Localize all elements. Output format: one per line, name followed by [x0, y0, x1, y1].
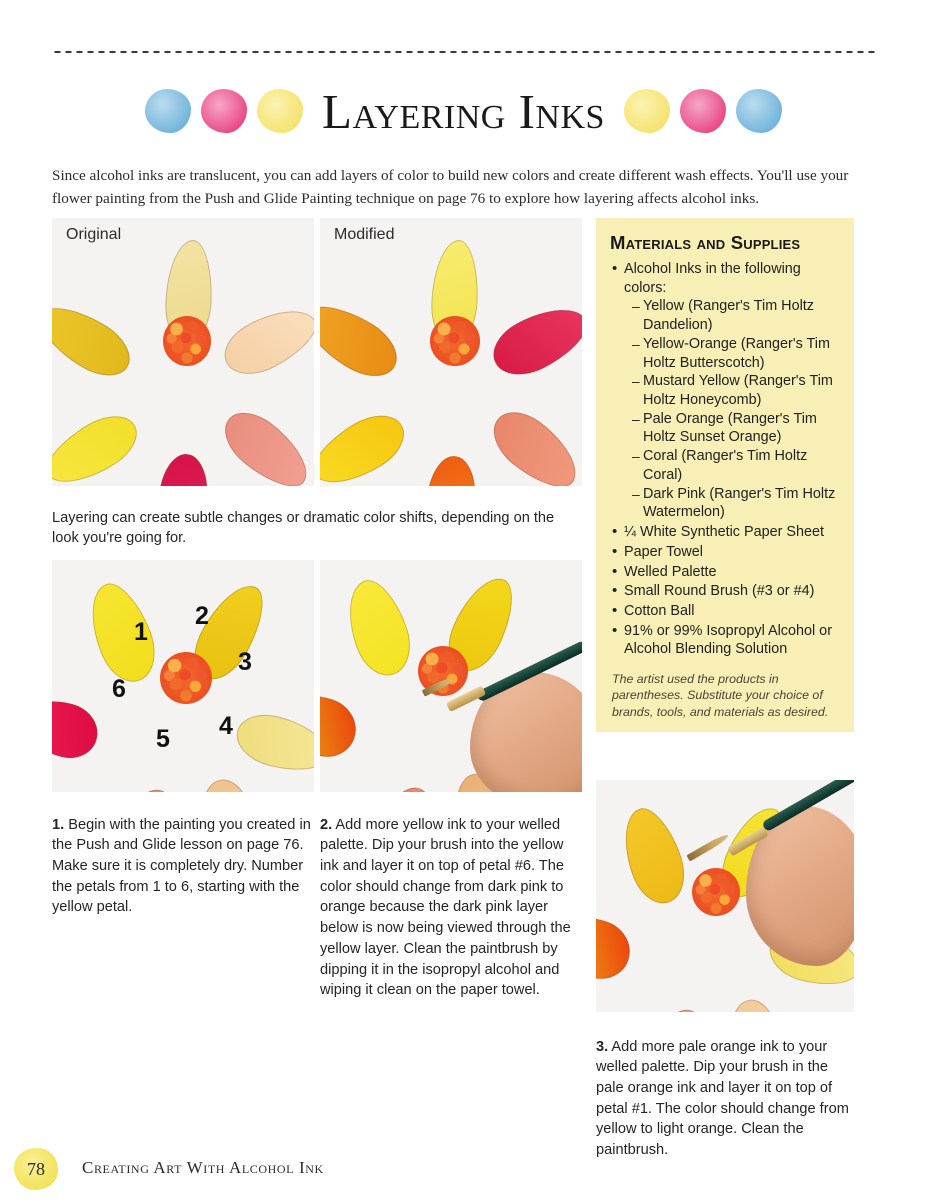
brush-tip-step-3 — [686, 832, 729, 861]
page-title: Layering Inks — [322, 83, 605, 139]
petal-number-6: 6 — [112, 675, 126, 703]
petal-number-2: 2 — [195, 602, 209, 630]
step-3-caption — [596, 1037, 854, 1161]
petal-number-1: 1 — [134, 618, 148, 646]
supplies-list — [596, 523, 854, 659]
petal-number-4: 4 — [219, 712, 233, 740]
ink-blob-pink-right — [680, 89, 726, 133]
step-2-number: 2. — [320, 816, 333, 833]
ink-blob-yellow-left — [257, 89, 303, 133]
comparison-caption: Layering can create subtle changes or dramatic color shifts, depending on the look you're going for. — [52, 509, 555, 547]
ink-blob-blue-left — [145, 89, 191, 133]
supply-item: • Paper Towel — [612, 543, 842, 562]
ink-color-item: – Pale Orange (Ranger's Tim Holtz Sunset Orange) — [632, 410, 842, 447]
supply-item: • ¼ White Synthetic Paper Sheet — [612, 523, 842, 542]
photo-original — [52, 218, 314, 486]
ink-blob-yellow-right — [624, 89, 670, 133]
step-2-caption — [320, 815, 582, 1001]
ink-color-item: – Yellow-Orange (Ranger's Tim Holtz Butterscotch) — [632, 335, 842, 372]
supply-item: • Cotton Ball — [612, 602, 842, 621]
page-number: 78 — [27, 1158, 45, 1179]
ink-colors-list — [624, 297, 842, 522]
flower-numbered — [52, 560, 314, 792]
step-1-caption — [52, 815, 314, 919]
flower-step-3 — [596, 780, 854, 1012]
supply-item: • Welled Palette — [612, 563, 842, 582]
materials-note: The artist used the products in parentheses. Substitute your choice of brands, tools, and materials as desired. — [612, 672, 829, 719]
materials-item-inks — [612, 260, 842, 522]
photo-modified — [320, 218, 582, 486]
supply-item: • Small Round Brush (#3 or #4) — [612, 582, 842, 601]
ink-color-item: – Coral (Ranger's Tim Holtz Coral) — [632, 447, 842, 484]
flower-original — [52, 218, 314, 486]
step-3-text: Add more pale orange ink to your welled palette. Dip your brush in the pale orange ink and layer it on top of petal #1. The color should change from yellow to light orange. Clean the paintbrush. — [596, 1038, 849, 1159]
supply-item: • 91% or 99% Isopropyl Alcohol or Alcohol Blending Solution — [612, 622, 842, 659]
ink-blob-pink-left — [201, 89, 247, 133]
petal-number-3: 3 — [238, 648, 252, 676]
step-1-text: Begin with the painting you created in the Push and Glide lesson on page 76. Make sure it is completely dry. Number the petals from 1 to 6, starting with the yellow petal. — [52, 816, 311, 916]
ink-color-item: – Mustard Yellow (Ranger's Tim Holtz Honeycomb) — [632, 372, 842, 409]
ink-blob-blue-right — [736, 89, 782, 133]
step-1-number: 1. — [52, 816, 65, 833]
photo-step-3 — [596, 780, 854, 1012]
photo-label-modified: Modified — [334, 226, 395, 243]
flower-modified — [320, 218, 582, 486]
materials-list — [596, 260, 854, 522]
petal-number-5: 5 — [156, 725, 170, 753]
top-dotted-rule — [52, 50, 875, 54]
materials-and-supplies-box — [596, 218, 854, 732]
ink-color-item: – Dark Pink (Ranger's Tim Holtz Watermelon) — [632, 485, 842, 522]
book-title-footer: Creating Art With Alcohol Ink — [82, 1158, 324, 1177]
photo-step-2 — [320, 560, 582, 792]
step-2-text: Add more yellow ink to your welled palette. Dip your brush into the yellow ink and layer it on top of petal #6. The color should change from dark pink to orange because the dark pink layer below is now being viewed through the yellow layer. Clean the paintbrush by dipping it in the isopropyl alcohol and wiping it clean on the paper towel. — [320, 816, 571, 999]
materials-heading: Materials and Supplies — [610, 232, 801, 253]
step-3-number: 3. — [596, 1038, 609, 1055]
photo-label-original: Original — [66, 226, 122, 243]
flower-step-2 — [320, 560, 582, 792]
ink-color-item: – Yellow (Ranger's Tim Holtz Dandelion) — [632, 297, 842, 334]
title-row — [52, 76, 875, 146]
intro-paragraph: Since alcohol inks are translucent, you can add layers of color to build new colors and create different wash effects. You'll use your flower painting from the Push and Glide Painting technique on page 76 to explore how layering affects alcohol inks. — [52, 167, 849, 207]
photo-numbered-petals — [52, 560, 314, 792]
inks-intro: Alcohol Inks in the following colors: — [624, 261, 801, 296]
